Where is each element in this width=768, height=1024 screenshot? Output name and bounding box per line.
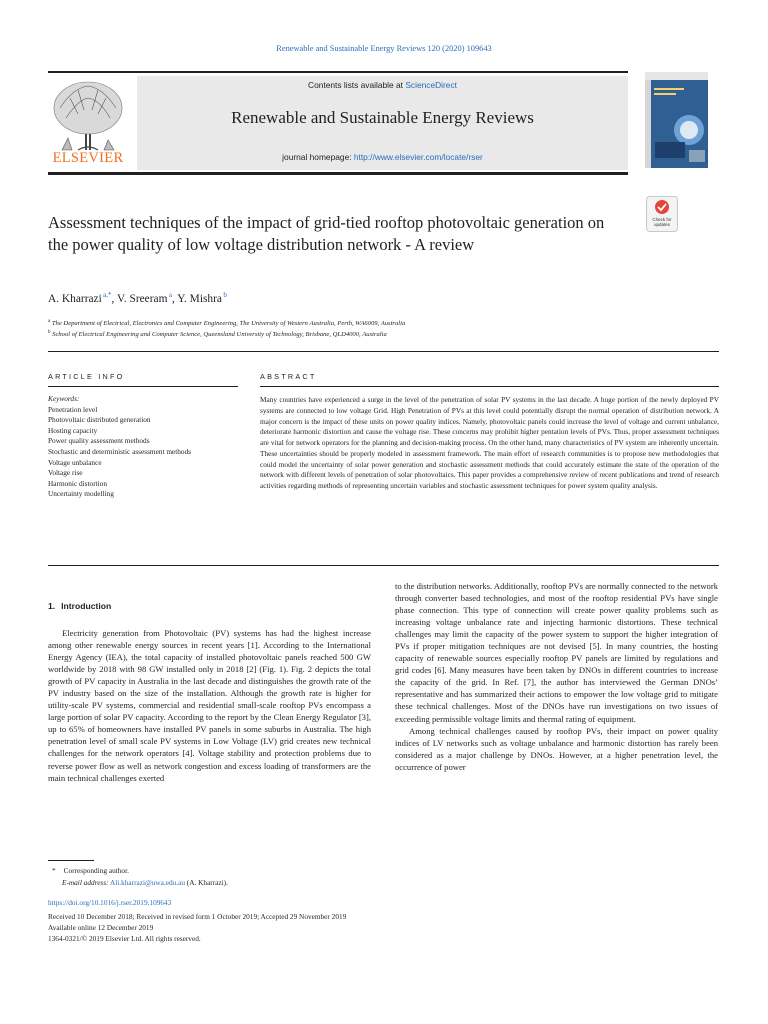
svg-text:updates: updates: [653, 222, 671, 227]
keyword: Harmonic distortion: [48, 478, 107, 488]
body-paragraph: to the distribution networks. Additionally, rooftop PVs are normally connected to the network through converter based technologies, and most of the rooftop residential PVs have single phase connection. This type of connection will create power quality problems such as increasing voltage unbalance rate and injecting harmonic distortions. These technical challenges may limit the capacity of the power system to support the higher integration of PVs if proper mitigation techniques are not devised [5]. In many countries, the hosting capacity of renewable sources especially rooftop PV panels are limited by regulations and grid codes [6]. Many measures have been taken by DNOs in different countries to increase the capacity of the grid. In Ref. [7], the author has interviewed the German DNOs’ representative and has summarized their actions to empower the low voltage grid to mitigate these technical challenges. Most of the DNOs have run investigations on two issues of exceeding permissible voltage limits and thermal rating of equipment.: [395, 581, 718, 724]
footnote-rule: [48, 860, 94, 861]
body-paragraph: Electricity generation from Photovoltaic (PV) systems has had the highest increase among other renewable energy sources in recent years [1]. According to the International Energy Agency (IEA), the total capacity of installed photovoltaic panels reached 500 GW worldwide by 2018 with 98 GW installed only in 2018 [2] (Fig. 1). Fig. 2 depicts the total growth of PV capacity in Australia in the last decade and distinguishes the growth rate of the PV industry based on the size of the installation. Although the growth rate is higher for utility-scale PV systems, commercial and residential small-scale rooftop PVs encompass a large portion of solar PV capacity. According to the report by the Clean Energy Regulator [3], up to 65% of homeowners have installed PV panels in some suburbs in Australia. The high penetration level of small scale PV systems in Low Voltage (LV) grid creates new technical challenges for the network operators [4]. Voltage stability and protection problems due to reverse power flow as well as network congestion and excess loading of transformers are the main technical challenges exerted: [48, 628, 371, 783]
contents-prefix: Contents lists available at: [308, 80, 406, 90]
article-info-rule: [48, 386, 238, 387]
journal-citation[interactable]: Renewable and Sustainable Energy Reviews 120 (2020) 109643: [276, 44, 492, 53]
affiliation-mark: a: [48, 319, 51, 324]
email-owner: (A. Kharrazi).: [186, 878, 228, 887]
homepage-link[interactable]: http://www.elsevier.com/locate/rser: [353, 152, 483, 162]
publisher-name: ELSEVIER: [52, 150, 124, 166]
received-dates: Received 10 December 2018; Received in revised form 1 October 2019; Accepted 29 November 2019: [48, 912, 347, 921]
masthead-bottom-rule: [48, 172, 628, 175]
body-column-right: [395, 580, 718, 773]
email-label: E-mail address:: [62, 878, 109, 887]
body-column-left: [48, 627, 371, 784]
keywords-title: Keywords:: [48, 394, 80, 403]
body-paragraph: Among technical challenges caused by rooftop PVs, their impact on power quality indices of LV networks such as voltage unbalance and harmonic distortion has rarely been considered as a major challenge by DNOs. However, at a higher penetration level, the occurrence of power: [395, 725, 718, 772]
corresponding-author-footnote: [48, 865, 228, 889]
keywords-list: [48, 394, 208, 500]
paper-title: Assessment techniques of the impact of grid-tied rooftop photovoltaic generation on the power quality of low voltage distribution network - A review: [48, 213, 605, 254]
introduction-heading: [48, 601, 111, 611]
affiliation-text: School of Electrical Engineering and Computer Science, Queensland University of Technology, Brisbane, QLD4000, Australia: [52, 331, 387, 339]
check-for-updates-icon[interactable]: [646, 196, 678, 232]
keyword: Power quality assessment methods: [48, 436, 150, 446]
homepage-label: journal homepage:: [282, 152, 354, 162]
affiliation-text: The Department of Electrical, Electronics and Computer Engineering, The University of Western Australia, Perth, WA6009, Australia: [51, 320, 406, 328]
contents-line: [137, 80, 628, 90]
keyword: Penetration level: [48, 404, 98, 414]
journal-cover-image[interactable]: [645, 72, 708, 168]
keyword: Hosting capacity: [48, 425, 98, 435]
affiliation: [48, 330, 387, 338]
affiliation: [48, 319, 405, 327]
keyword: Voltage rise: [48, 468, 83, 478]
author-affil-mark[interactable]: b: [223, 291, 227, 299]
abstract-rule: [260, 386, 719, 387]
author-affil-mark[interactable]: a: [168, 291, 172, 299]
author-list: A. Kharrazi $^{a,*}$, V. Sreeram $^a$, Y. Mishra $^b$: [48, 291, 227, 305]
keyword: Voltage unbalance: [48, 457, 102, 467]
author-name: Y. Mishra: [177, 292, 222, 305]
author-name: V. Sreeram: [117, 292, 168, 305]
author-affil-mark[interactable]: a,*: [103, 291, 112, 299]
section-title: Introduction: [61, 601, 112, 611]
section-divider: [48, 351, 719, 352]
abstract-heading: ABSTRACT: [260, 372, 317, 381]
article-info-heading: ARTICLE INFO: [48, 372, 125, 381]
svg-text:Check for: Check for: [652, 217, 672, 222]
journal-homepage-line: [137, 152, 628, 162]
keyword: Stochastic and deterministic assessment methods: [48, 446, 192, 456]
author-name: A. Kharrazi: [48, 292, 102, 305]
section-number: 1.: [48, 601, 56, 611]
masthead-top-rule: [48, 71, 628, 73]
copyright-notice: 1364-0321/© 2019 Elsevier Ltd. All rights reserved.: [48, 934, 201, 943]
doi-link[interactable]: https://doi.org/10.1016/j.rser.2019.109643: [48, 898, 172, 907]
footnote-star: *: [52, 866, 56, 875]
sciencedirect-link[interactable]: ScienceDirect: [405, 80, 457, 90]
keyword: Photovoltaic distributed generation: [48, 415, 151, 425]
journal-title: Renewable and Sustainable Energy Reviews: [231, 108, 534, 127]
abstract-text: Many countries have experienced a surge in the level of the penetration of solar PV systems in the last decade. A huge portion of the newly deployed PV systems are connected to low voltage Grid. High Penetration of PVs at this level could potentially disrupt the normal operation of distribution network. A major concern is the impact of these units on power quality indices. Namely, photovoltaic panels could increase the level of voltage and current unbalance, deteriorate harmonic distortion and cause the voltage rise. These concerns may prohibit higher pentation levels of PVs. Thus, proper assessment techniques are vital for network operators for the planning and decision-making process. On the other hand, many characteristics of PV system are inherently uncertain. These uncertainties should be properly modeled in assessment framework. The main effort of research communities is to propose new methodologies that could model the uncertainty of solar power generation and stochastic assessment methods that could accurately estimate the state of the operation of the network with different levels of penetration of solar photovoltaics. This paper provides a comprehensive review of recent publications and trend of research activities regarding methods of representing uncertain variables and stochastic assessment techniques for power system quality analysis.: [260, 395, 719, 490]
email-link[interactable]: Ali.kharrazi@uwa.edu.au: [109, 878, 185, 887]
footnote-text: Corresponding author.: [63, 866, 129, 875]
available-online-date: Available online 12 December 2019: [48, 923, 154, 932]
keyword: Uncertainty modelling: [48, 489, 114, 499]
section-divider: [48, 565, 719, 566]
affiliation-mark: b: [48, 330, 51, 335]
